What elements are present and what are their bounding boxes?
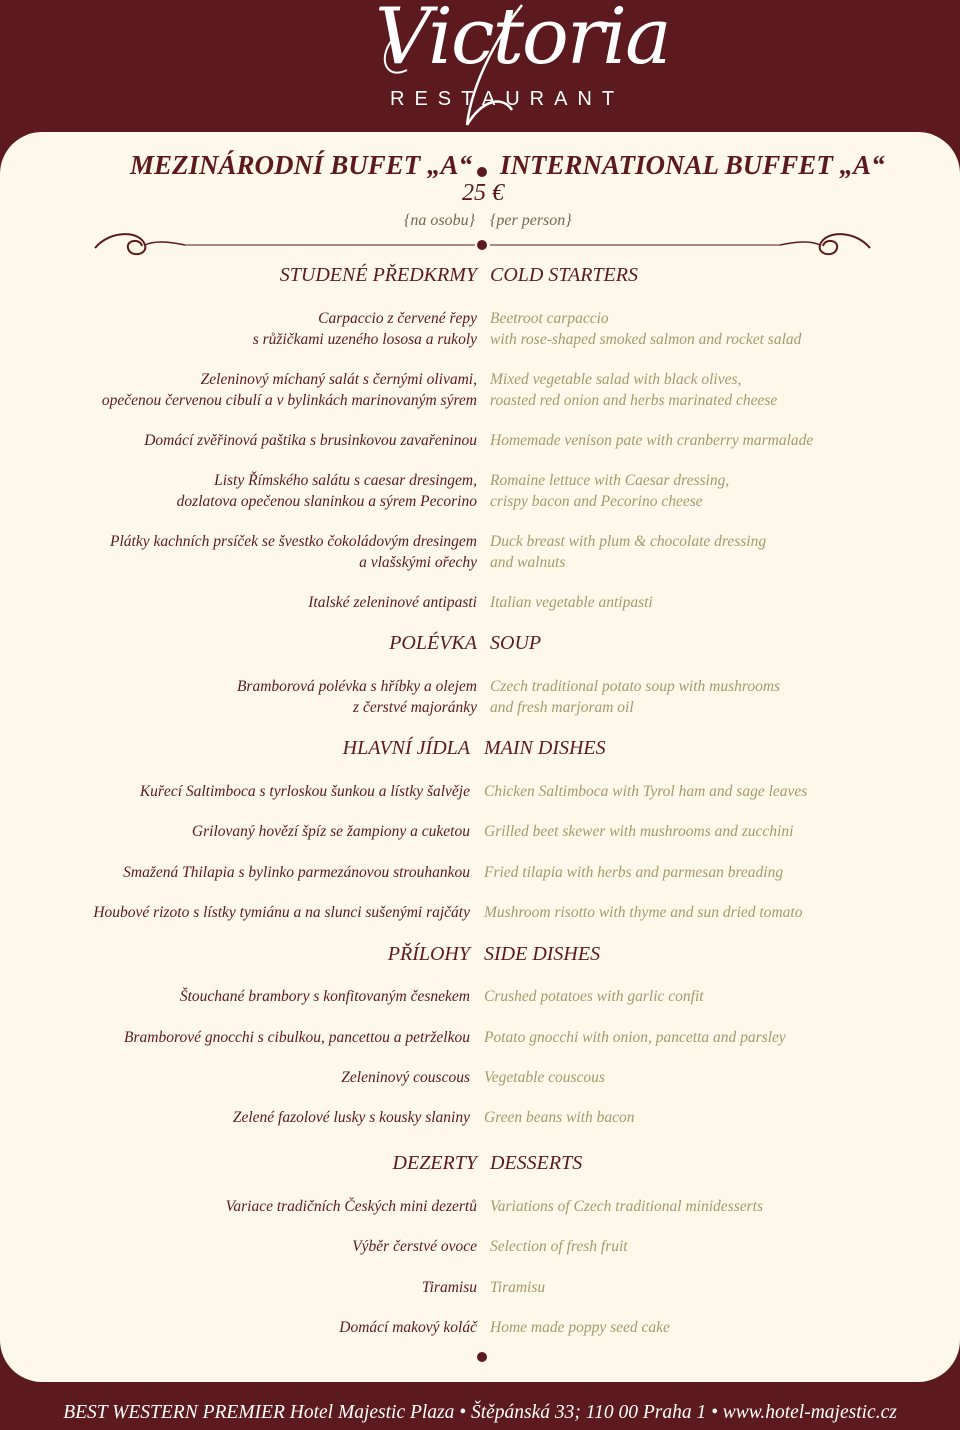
menu-item-english: Beetroot carpaccio with rose-shaped smoked salmon and rocket salad <box>490 310 802 348</box>
section-title-english: MAIN DISHES <box>484 737 606 759</box>
section-title-czech: POLÉVKA <box>389 632 477 654</box>
menu-item-english: Fried tilapia with herbs and parmesan breading <box>484 864 784 881</box>
menu-item-czech: Domácí zvěřinová paštika s brusinkovou zavařeninou <box>144 432 477 449</box>
section-title-english: SIDE DISHES <box>484 943 601 965</box>
menu-item-czech: Bramborová polévka s hříbky a olejem z čerstvé majoránky <box>236 678 477 716</box>
menu-item-english: Grilled beet skewer with mushrooms and zucchini <box>484 823 794 840</box>
menu-item-english: Duck breast with plum & chocolate dressing and walnuts <box>490 533 767 571</box>
menu-item-czech: Zeleninový couscous <box>341 1069 470 1086</box>
menu-item-english: Tiramisu <box>490 1279 546 1296</box>
menu-paper <box>0 132 960 1382</box>
menu-item-english: Vegetable couscous <box>484 1069 605 1086</box>
menu-item-czech: Tiramisu <box>421 1279 477 1296</box>
logo-script: Victoria <box>375 0 670 82</box>
restaurant-logo <box>0 0 960 132</box>
section-title-czech: HLAVNÍ JÍDLA <box>342 737 470 759</box>
section-title-english: COLD STARTERS <box>490 264 638 286</box>
per-person-english: {per person} <box>490 212 572 229</box>
menu-item-czech: Štouchané brambory s konfitovaným česnekem <box>179 988 470 1005</box>
price: 25 € <box>462 180 504 206</box>
title-english: INTERNATIONAL BUFFET „A“ <box>500 150 885 180</box>
menu-item-czech: Zeleninový míchaný salát s černými olivami, opečenou červenou cibulí a v bylinkách marinovaným sýrem <box>101 371 477 409</box>
menu-item-english: Selection of fresh fruit <box>490 1238 628 1255</box>
footer-address: BEST WESTERN PREMIER Hotel Majestic Plaza • Štěpánská 33; 110 00 Praha 1 • www.hotel-majestic.cz <box>63 1402 897 1423</box>
per-person-czech: {na osobu} <box>403 212 475 229</box>
title-bullet-icon <box>477 167 487 177</box>
menu-item-english: Homemade venison pate with cranberry marmalade <box>490 432 814 449</box>
menu-item-czech: Výběr čerstvé ovoce <box>352 1238 477 1255</box>
menu-item-english: Green beans with bacon <box>484 1109 635 1126</box>
menu-item-czech: Grilovaný hovězí špíz se žampiony a cuketou <box>191 823 470 840</box>
menu-item-czech: Italské zeleninové antipasti <box>308 594 477 611</box>
menu-item-czech: Zelené fazolové lusky s kousky slaniny <box>232 1109 470 1126</box>
section-title-czech: STUDENÉ PŘEDKRMY <box>279 264 477 286</box>
menu-item-english: Mushroom risotto with thyme and sun dried tomato <box>484 904 803 921</box>
menu-item-czech: Variace tradičních Českých mini dezertů <box>225 1198 477 1215</box>
title-czech: MEZINÁRODNÍ BUFET „A“ <box>129 150 472 180</box>
menu-item-english: Chicken Saltimboca with Tyrol ham and sage leaves <box>484 783 808 800</box>
section-title-english: DESSERTS <box>490 1152 583 1174</box>
menu-item-english: Czech traditional potato soup with mushrooms and fresh marjoram oil <box>490 678 781 716</box>
menu-item-czech: Houbové rizoto s lístky tymiánu a na slunci sušenými rajčáty <box>93 904 470 921</box>
menu-item-english: Italian vegetable antipasti <box>490 594 653 611</box>
menu-item-czech: Smažená Thilapia s bylinko parmezánovou strouhankou <box>123 864 470 881</box>
menu-item-english: Variations of Czech traditional minidesserts <box>490 1198 763 1215</box>
menu-item-czech: Domácí makový koláč <box>339 1319 477 1336</box>
menu-item-czech: Plátky kachních prsíček se švestko čokoládovým dresingem a vlašskými ořechy <box>110 533 477 571</box>
menu-item-english: Crushed potatoes with garlic confit <box>484 988 704 1005</box>
menu-item-english: Home made poppy seed cake <box>490 1319 670 1336</box>
section-title-czech: DEZERTY <box>392 1152 477 1174</box>
menu-item-czech: Listy Římského salátu s caesar dresingem, dozlatova opečenou slaninkou a sýrem Pecorino <box>176 472 477 510</box>
ornament-divider-bottom <box>90 1342 875 1372</box>
section-title-english: SOUP <box>490 632 542 654</box>
menu-item-english: Romaine lettuce with Caesar dressing, crispy bacon and Pecorino cheese <box>490 472 730 510</box>
section-title-czech: PŘÍLOHY <box>387 943 470 965</box>
menu-item-english: Potato gnocchi with onion, pancetta and parsley <box>484 1029 786 1046</box>
menu-item-czech: Bramborové gnocchi s cibulkou, pancettou a petrželkou <box>124 1029 470 1046</box>
logo-subtitle: RESTAURANT <box>390 88 625 110</box>
ornament-divider-top <box>90 230 875 260</box>
menu-item-czech: Kuřecí Saltimboca s tyrloskou šunkou a lístky šalvěje <box>139 783 470 800</box>
menu-item-czech: Carpaccio z červené řepy s růžičkami uzeného lososa a rukoly <box>252 310 477 348</box>
menu-item-english: Mixed vegetable salad with black olives, roasted red onion and herbs marinated cheese <box>490 371 778 409</box>
